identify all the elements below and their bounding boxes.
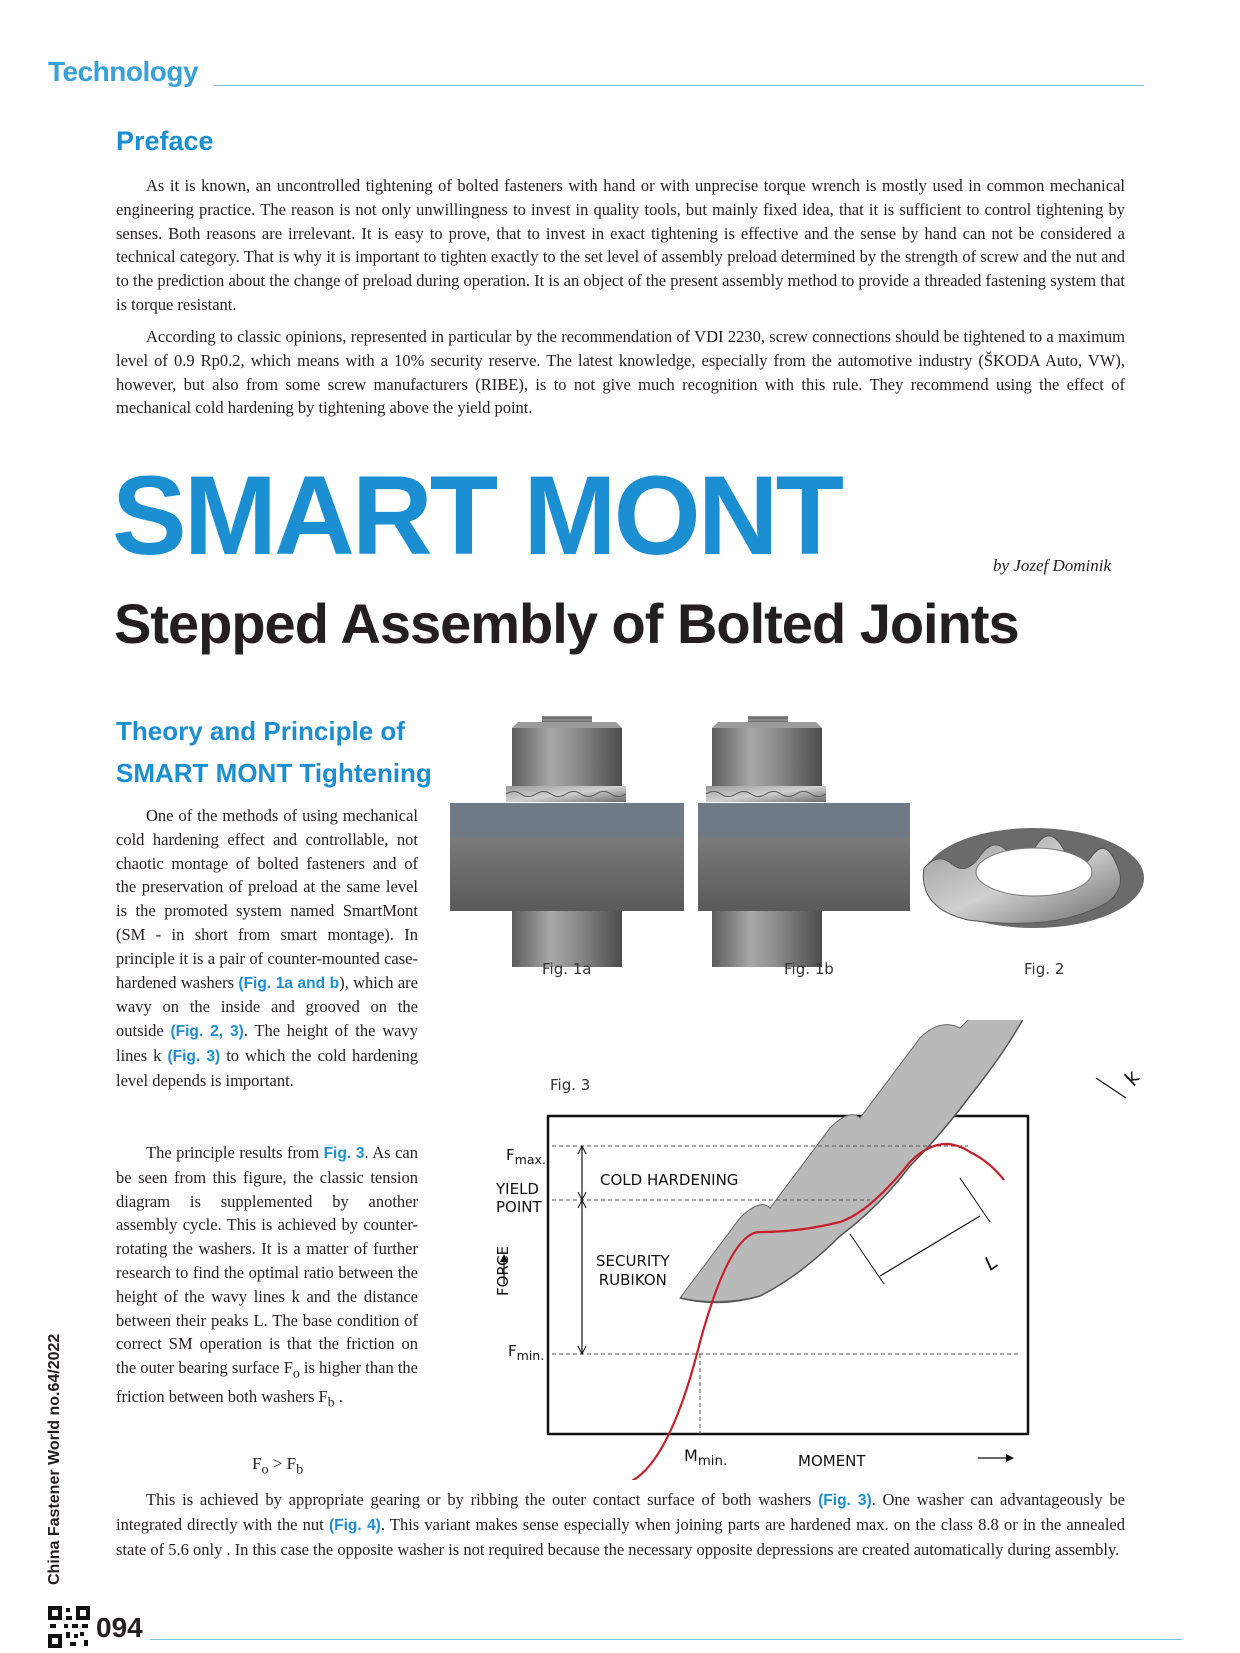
wavy-washer	[923, 828, 1144, 928]
article-title: SMART MONT	[112, 453, 842, 578]
label-text: POINT	[496, 1198, 542, 1216]
fig-reference: (Fig. 1a and b	[238, 974, 340, 992]
fig-reference: (Fig. 2, 3)	[170, 1023, 244, 1041]
journal-issue-label: China Fastener World no.64/2022	[46, 1333, 63, 1585]
subscript: b	[296, 1461, 304, 1478]
fig-reference: (Fig. 3)	[818, 1492, 872, 1509]
label-text: YIELD	[496, 1180, 539, 1198]
subscript: min.	[516, 1348, 545, 1363]
fmin-label	[508, 1342, 544, 1363]
friction-formula	[252, 1454, 303, 1478]
subscript: o	[261, 1461, 269, 1478]
text-run: . This variant makes sense especially when joining parts are hardened max. on the class 8.8 or in the annealed state of 5.6 only . In this case the opposite washer is not required because the necessary opposite depressions are created automatically during assembly.	[116, 1514, 1125, 1559]
theory-paragraph-2	[116, 1141, 418, 1414]
subscript: o	[292, 1365, 300, 1381]
text-run: to which the cold hardening level depends is important.	[116, 1045, 418, 1090]
force-axis-label: FORCE	[494, 1245, 512, 1296]
theory-paragraph-1	[116, 804, 418, 1093]
cold-hardening-label: COLD HARDENING	[600, 1171, 739, 1189]
fig-1b-caption: Fig. 1b	[784, 960, 834, 978]
security-rubikon-label	[596, 1252, 670, 1290]
washer-cross-section	[680, 1020, 1030, 1302]
fig-reference: (Fig. 3)	[167, 1047, 221, 1065]
text-run: . As can be seen from this figure, the classic tension diagram is supplemented by another assembly cycle. This is achieved by counter-rotating the washers. It is a matter of further research to find the optimal ratio between the height of the wavy lines k and the distance between their peaks L. The base condition of correct SM operation is that the friction on the outer bearing surface F	[116, 1143, 418, 1378]
fig-3-tension-diagram	[490, 1020, 1150, 1480]
mmin-label	[684, 1446, 727, 1469]
fig-3-caption: Fig. 3	[550, 1076, 591, 1094]
preface-title: Preface	[116, 126, 214, 156]
header-rule	[214, 85, 1144, 86]
preface-paragraph-2: According to classic opinions, represented in particular by the recommendation of VDI 2230, screw connections should be tightened to a maximum level of 0.9 Rp0.2, which means with a 10% security reserve. The latest knowledge, especially from the automotive industry (ŠKODA Auto, VW), however, but also from some screw manufacturers (RIBE), is to not give much recognition with this rule. They recommend using the effect of mechanical cold hardening by tightening above the yield point.	[116, 327, 1125, 418]
fig-2-caption: Fig. 2	[1024, 960, 1065, 978]
preface-paragraph-1: As it is known, an uncontrolled tightening of bolted fasteners with hand or with unprecise torque wrench is mostly used in common mechanical engineering practice. The reason is not only unwillingness to invest in quality tools, but mainly fixed idea, that it is sufficient to control tightening by senses. Both reasons are irrelevant. It is easy to prove, that to invest in exact tightening is effective and the sense by hand can not be considered a technical category. That is why it is important to tighten exactly to the set level of assembly preload determined by the strength of screw and the nut and to the prediction about the change of preload during operation. It is an object of the present assembly method to provide a threaded fastening system that is torque resistant.	[116, 176, 1125, 314]
article-byline: by Jozef Dominik	[993, 556, 1112, 575]
subscript: max.	[514, 1152, 546, 1167]
footer-rule	[150, 1639, 1182, 1640]
fmax-label	[506, 1146, 546, 1167]
label-text: F	[508, 1342, 517, 1360]
k-dimension	[1096, 1078, 1126, 1098]
subscript: b	[327, 1394, 335, 1410]
l-label: L	[980, 1250, 1002, 1276]
l-dimension	[880, 1216, 980, 1276]
text-run: The principle results from	[146, 1143, 324, 1162]
label-text: SECURITY	[596, 1252, 670, 1270]
text-run: One of the methods of using mechanical cold hardening effect and controllable, not chaotic montage of bolted fasteners and of the preservation of preload at the same level is the promoted system named SmartMont (SM - in short from smart montage). In principle it is a pair of counter-mounted case-hardened washers	[116, 806, 418, 992]
figure-1-2-illustrations	[450, 700, 1150, 990]
bolt-assembly-1b	[698, 716, 910, 967]
section-label: Technology	[48, 56, 199, 87]
page-number: 094	[96, 1612, 143, 1643]
formula-symbol: F	[252, 1454, 262, 1473]
qr-code-icon	[48, 1606, 90, 1648]
text-run: This is achieved by appropriate gearing or by ribbing the outer contact surface of both washers	[146, 1490, 819, 1509]
fig-reference: (Fig. 4)	[328, 1516, 381, 1534]
text-run: .	[334, 1387, 343, 1407]
text-run: . One washer can advantageously be integrated directly with the nut	[116, 1490, 1125, 1534]
fig-reference: Fig. 3	[323, 1145, 365, 1162]
text-run: ), which are wavy on the inside and grooved on the outside	[116, 972, 418, 1041]
text-run: . The height of the wavy lines k	[116, 1021, 418, 1065]
bottom-paragraph	[116, 1488, 1125, 1561]
yield-point-label	[496, 1180, 542, 1216]
subscript: min.	[697, 1454, 728, 1470]
k-label: k	[1118, 1066, 1145, 1090]
article-subtitle: Stepped Assembly of Bolted Joints	[114, 592, 1019, 655]
text-run: is higher than the friction between both washers F	[116, 1358, 418, 1407]
theory-title: Theory and Principle of SMART MONT Tightening	[116, 716, 432, 788]
label-text: RUBIKON	[598, 1271, 667, 1289]
label-text: F	[506, 1146, 515, 1164]
bolt-assembly-1a	[450, 716, 684, 967]
formula-symbol: > F	[268, 1454, 297, 1473]
fig-1a-caption: Fig. 1a	[542, 960, 592, 978]
moment-axis-label: MOMENT	[798, 1452, 866, 1470]
label-text: M	[684, 1446, 698, 1465]
